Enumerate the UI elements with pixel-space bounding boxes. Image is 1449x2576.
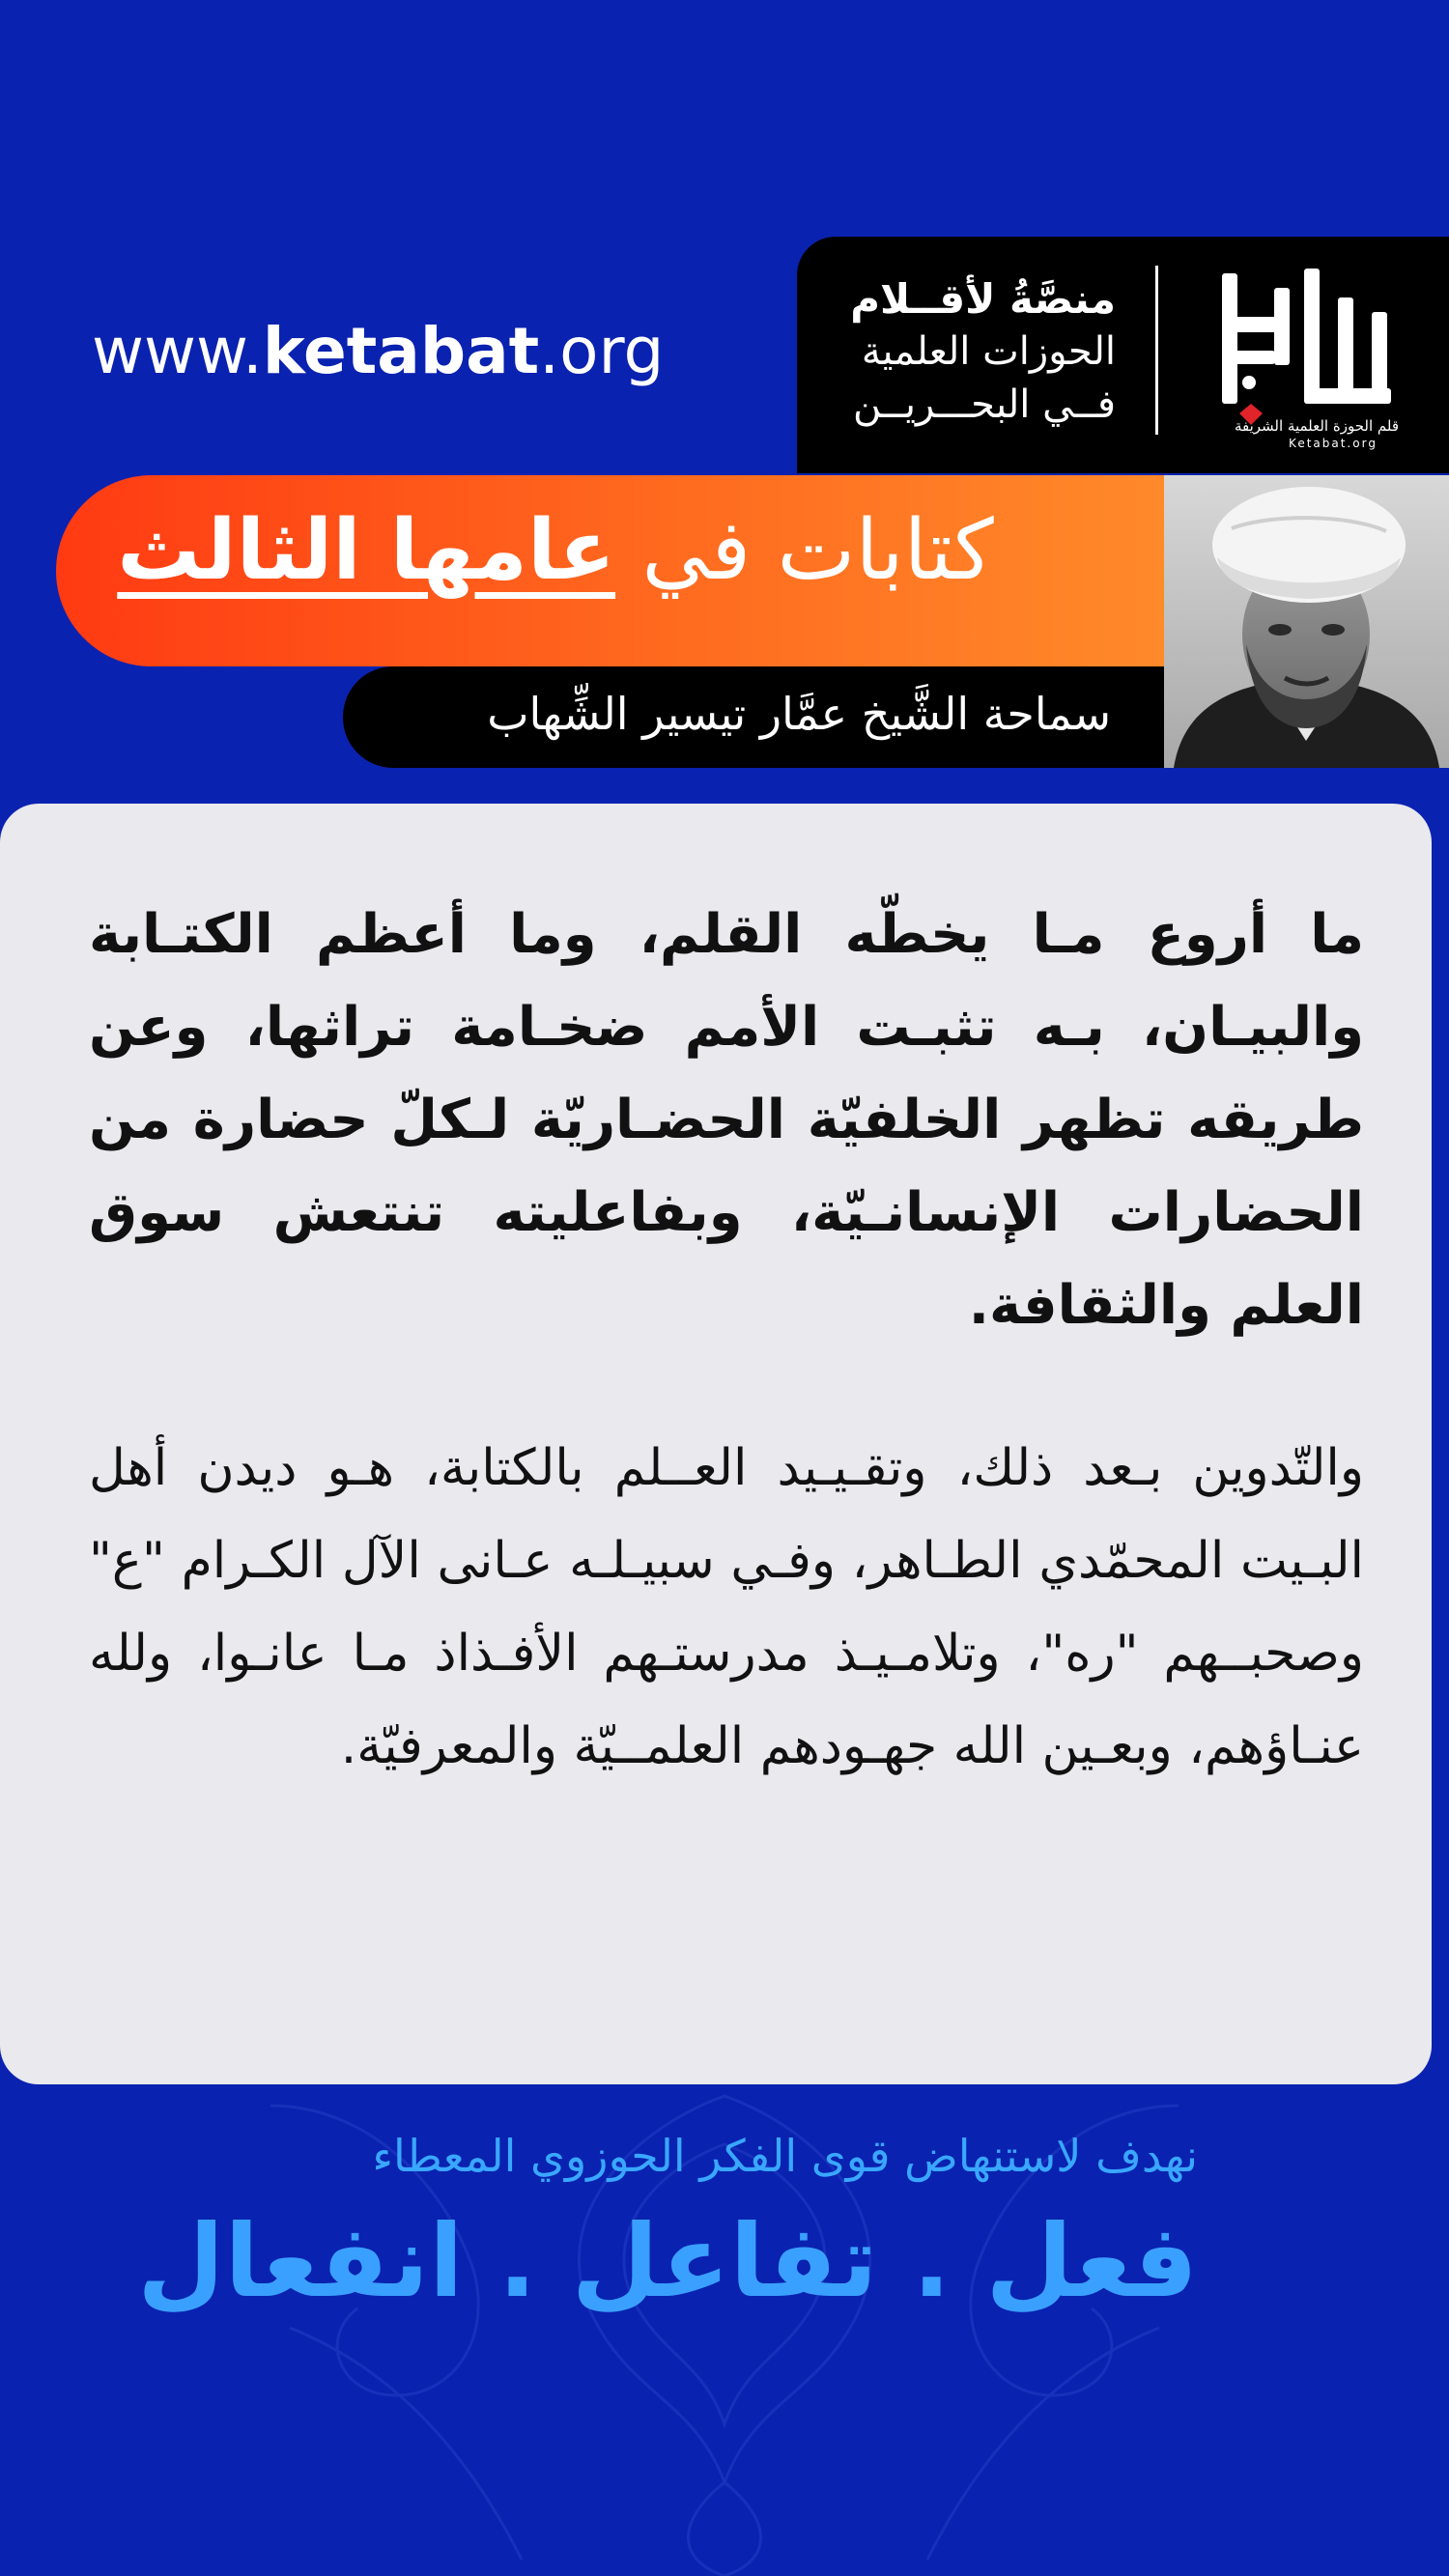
tagline-line-2: الحوزات العلمية: [861, 329, 1116, 374]
website-suffix: .org: [539, 314, 665, 388]
footer-subtitle: نهدف لاستنهاض قوى الفكر الحوزوي المعطاء: [372, 2130, 1198, 2182]
tagline-line-1: منصَّةُ لأقــلام: [850, 275, 1116, 323]
logo-subline: قلم الحوزة العلمية الشريفة: [1234, 417, 1400, 435]
website-prefix: www.: [92, 314, 263, 388]
author-name: سماحة الشَّيخ عمَّار تيسير الشِّهاب: [487, 688, 1111, 740]
logo-divider: [1155, 266, 1158, 435]
body-paragraph-2: والتّدوين بـعد ذلك، وتقـيـيد العــلم بالكتابة، هـو ديدن أهل البـيت المحمّدي الطـاهر، وفـي سبيـلـه عـانى الآل الكـرام "ع" وصحبــهم "ره"، وتلامـيـذ مدرستـهم الأفـذاذ مـا عانـوا، ولله عنـاؤهم، وبعـين الله جهـودهم العلمــيّة والمعرفيّة.: [89, 1439, 1364, 1775]
website-url[interactable]: [92, 314, 664, 388]
website-domain: ketabat: [262, 314, 540, 388]
footer-motto: فعل . تفاعل . انفعال: [137, 2202, 1198, 2320]
logo-latin: Ketabat.org: [1289, 437, 1378, 450]
platform-tagline: [821, 272, 1116, 432]
title-light: كتابات في: [641, 502, 994, 599]
body-paragraph-1: ما أروع مـا يخطّه القلم، وما أعظم الكتـابة والبيـان، بـه تثبـت الأمم ضخـامة تراثها، وعن طريقه تظهر الخلفيّة الحضـاريّة لـكلّ حضارة من الحضارات الإنسانـيّة، وبفاعليته تنتعش سوق العلم والثقافة.: [89, 903, 1364, 1337]
tagline-line-3: فــي البحـــريــن: [852, 382, 1116, 427]
author-portrait-icon: [1164, 475, 1449, 768]
title-bold: عامها الثالث: [117, 502, 616, 599]
page-title: [58, 502, 1053, 599]
